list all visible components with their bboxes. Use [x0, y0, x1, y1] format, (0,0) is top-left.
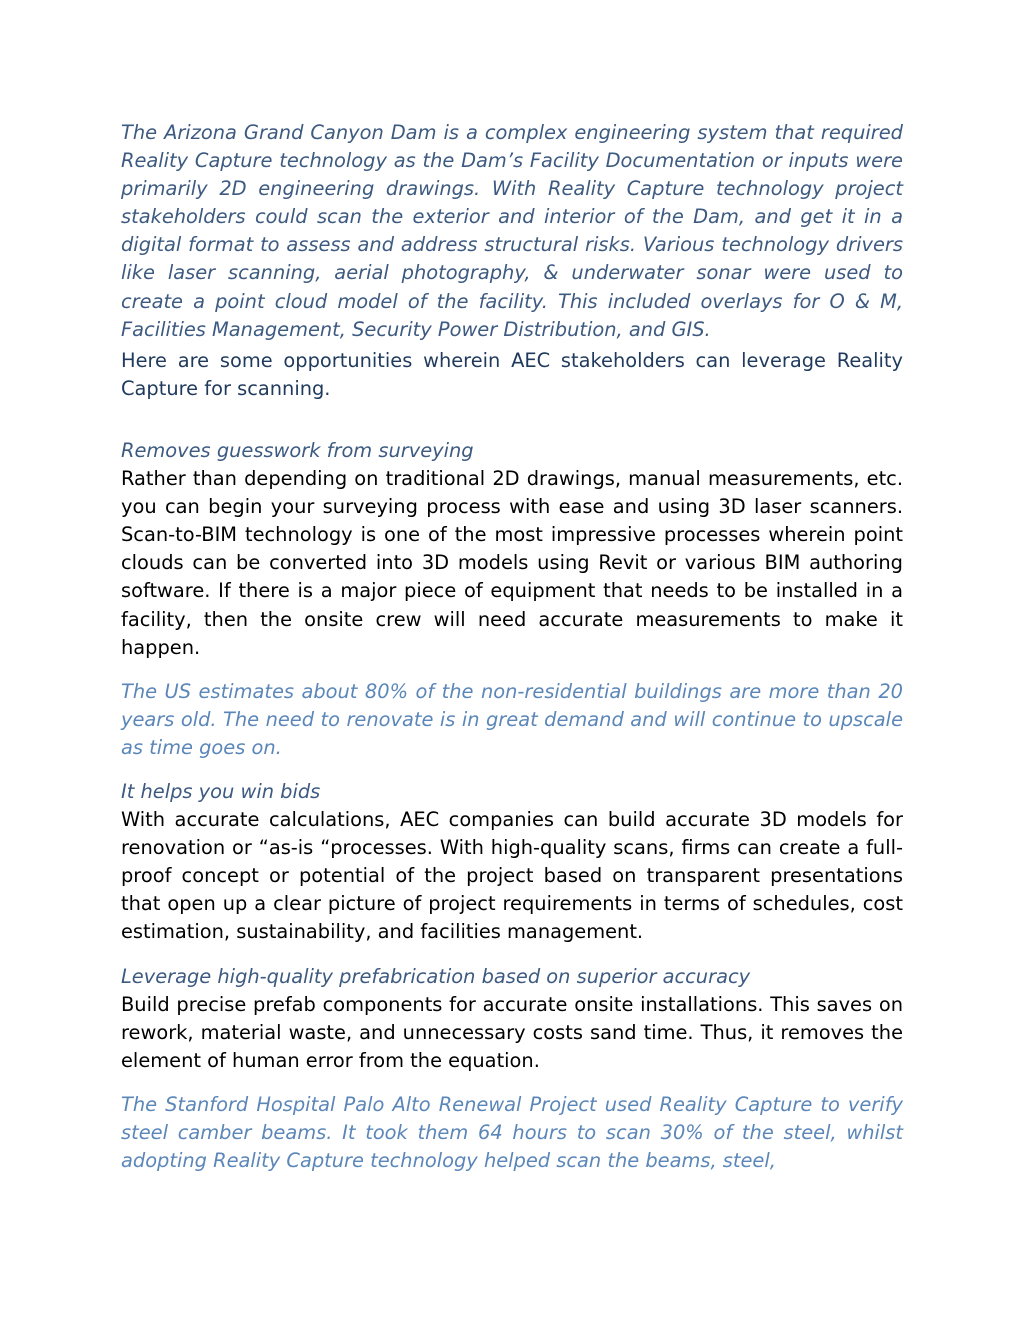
section-heading-win-bids: It helps you win bids [121, 779, 321, 803]
document-page [121, 119, 903, 1175]
section-body-surveying: Rather than depending on traditional 2D drawings, manual measurements, etc. you can begin your surveying process with ease and using 3D laser scanners. Scan-to-BIM technology is one of the most impressive processes wherein point clouds can be converted into 3D models using Revit or various BIM authoring software. If there is a major piece of equipment that needs to be installed in a facility, then the onsite crew will need accurate measurements to make it happen. [121, 467, 903, 659]
callout-stanford-project: The Stanford Hospital Palo Alto Renewal Project used Reality Capture to verify steel camber beams. It took them 64 hours to scan 30% of the steel, whilst adopting Reality Capture technology helped scan the beams, steel, [121, 1092, 903, 1173]
intro-italic-paragraph: The Arizona Grand Canyon Dam is a complex engineering system that required Reality Capture technology as the Dam’s Facility Documentation or inputs were primarily 2D engineering drawings. With Reality Capture technology project stakeholders could scan the exterior and interior of the Dam, and get it in a digital format to assess and address structural risks. Various technology drivers like laser scanning, aerial photography, & underwater sonar were used to create a point cloud model of the facility. This included overlays for O & M, Facilities Management, Security Power Distribution, and GIS. [121, 121, 903, 341]
section-heading-prefabrication: Leverage high-quality prefabrication based on superior accuracy [121, 964, 751, 988]
callout-renovation-stat: The US estimates about 80% of the non-residential buildings are more than 20 years old. The need to renovate is in great demand and will continue to upscale as time goes on. [121, 679, 903, 759]
intro-lead-paragraph: Here are some opportunities wherein AEC stakeholders can leverage Reality Capture for scanning. [121, 348, 903, 400]
section-heading-surveying: Removes guesswork from surveying [121, 438, 474, 462]
section-body-prefabrication: Build precise prefab components for accurate onsite installations. This saves on rework, material waste, and unnecessary costs sand time. Thus, it removes the element of human error from the equation. [121, 992, 903, 1072]
section-body-win-bids: With accurate calculations, AEC companies can build accurate 3D models for renovation or “as-is “processes. With high-quality scans, firms can create a full-proof concept or potential of the project based on transparent presentations that open up a clear picture of project requirements in terms of schedules, cost estimation, sustainability, and facilities management. [121, 808, 903, 944]
